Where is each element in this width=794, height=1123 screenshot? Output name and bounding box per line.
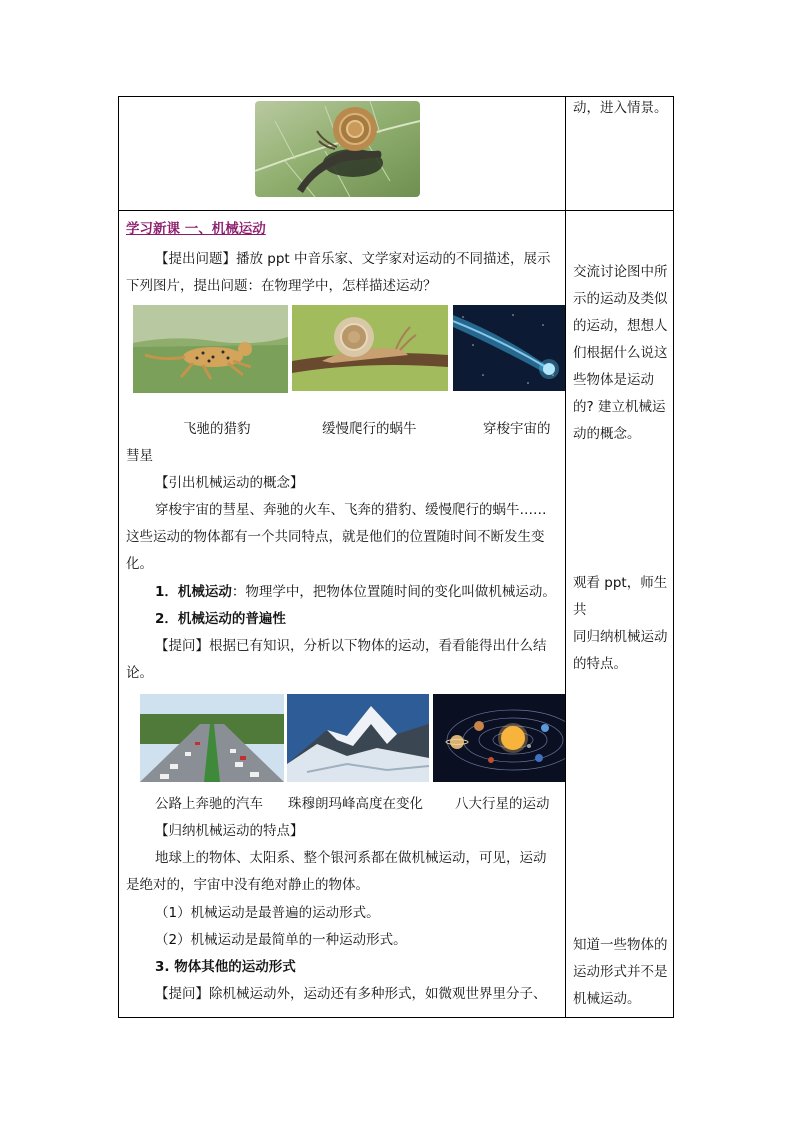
question-line2: 下列图片，提出问题：在物理学中，怎样描述运动？ xyxy=(126,278,437,294)
side-note-3 xyxy=(573,932,669,1013)
side-note-line: 运动形式并不是 xyxy=(573,964,668,980)
definition-number: 1． xyxy=(155,584,178,600)
side-note-2 xyxy=(573,570,669,678)
side-note-line: 们根据什么说这 xyxy=(573,345,668,361)
caption-comet: 穿梭宇宙的 xyxy=(483,421,551,437)
highway-image xyxy=(140,694,284,782)
side-note-line: 的? 建立机械运 xyxy=(573,399,666,415)
item-2: 2．机械运动的普遍性 xyxy=(155,611,286,627)
question-line1: 【提出问题】播放 ppt 中音乐家、文学家对运动的不同描述，展示 xyxy=(155,251,551,267)
top-side-text: 动，进入情景。 xyxy=(573,100,668,116)
caption-everest: 珠穆朗玛峰高度在变化 xyxy=(288,796,423,812)
caption-cheetah: 飞驰的猎豹 xyxy=(183,421,251,437)
side-note-line: 观看 ppt，师生共 xyxy=(573,575,668,618)
summary-line2: 是绝对的，宇宙中没有绝对静止的物体。 xyxy=(126,877,369,893)
summary-line1: 地球上的物体、太阳系、整个银河系都在做机械运动，可见，运动 xyxy=(155,850,547,866)
definition-1 xyxy=(155,584,556,600)
definition-body: ：物理学中，把物体位置随时间的变化叫做机械运动。 xyxy=(231,584,556,600)
side-note-1 xyxy=(573,259,669,448)
caption-planets: 八大行星的运动 xyxy=(455,796,550,812)
column-divider xyxy=(565,96,566,1018)
everest-image xyxy=(287,694,429,782)
cheetah-image xyxy=(133,305,288,393)
ask-line1: 【提问】根据已有知识，分析以下物体的运动，看看能得出什么结 xyxy=(155,638,547,654)
snail-on-branch-image xyxy=(292,305,448,391)
ask2-line: 【提问】除机械运动外，运动还有多种形式，如微观世界里分子、 xyxy=(155,986,547,1002)
caption-highway: 公路上奔驰的汽车 xyxy=(155,796,263,812)
solar-system-image xyxy=(433,694,565,782)
side-note-line: 知道一些物体的 xyxy=(573,937,668,953)
comet-image xyxy=(453,305,565,391)
side-note-line: 的特点。 xyxy=(573,656,627,672)
caption-snail: 缓慢爬行的蜗牛 xyxy=(322,421,417,437)
concept-line3: 化。 xyxy=(126,556,153,572)
concept-line1: 穿梭宇宙的彗星、奔驰的火车、飞奔的猎豹、缓慢爬行的蜗牛…… xyxy=(155,502,547,518)
side-note-line: 交流讨论图中所 xyxy=(573,264,668,280)
item-3: 3. 物体其他的运动形式 xyxy=(155,959,296,975)
ask-line2: 论。 xyxy=(126,665,153,681)
point-1: （1）机械运动是最普遍的运动形式。 xyxy=(155,905,380,921)
row-divider xyxy=(118,210,674,211)
concept-line2: 这些运动的物体都有一个共同特点，就是他们的位置随时间不断发生变 xyxy=(126,529,545,545)
side-note-line: 同归纳机械运动 xyxy=(573,629,668,645)
side-note-line: 动的概念。 xyxy=(573,426,641,442)
snail-on-leaf-image xyxy=(255,101,420,197)
definition-term: 机械运动 xyxy=(177,584,232,600)
side-note-line: 机械运动。 xyxy=(573,991,641,1007)
section-heading: 学习新课 一、机械运动 xyxy=(126,221,266,237)
caption-comet-continued: 彗星 xyxy=(126,448,153,464)
point-2: （2）机械运动是最简单的一种运动形式。 xyxy=(155,932,407,948)
side-note-line: 示的运动及类似 xyxy=(573,291,668,307)
summary-title: 【归纳机械运动的特点】 xyxy=(155,823,304,839)
concept-title: 【引出机械运动的概念】 xyxy=(155,475,304,491)
side-note-line: 些物体是运动 xyxy=(573,372,654,388)
side-note-line: 的运动，想想人 xyxy=(573,318,668,334)
